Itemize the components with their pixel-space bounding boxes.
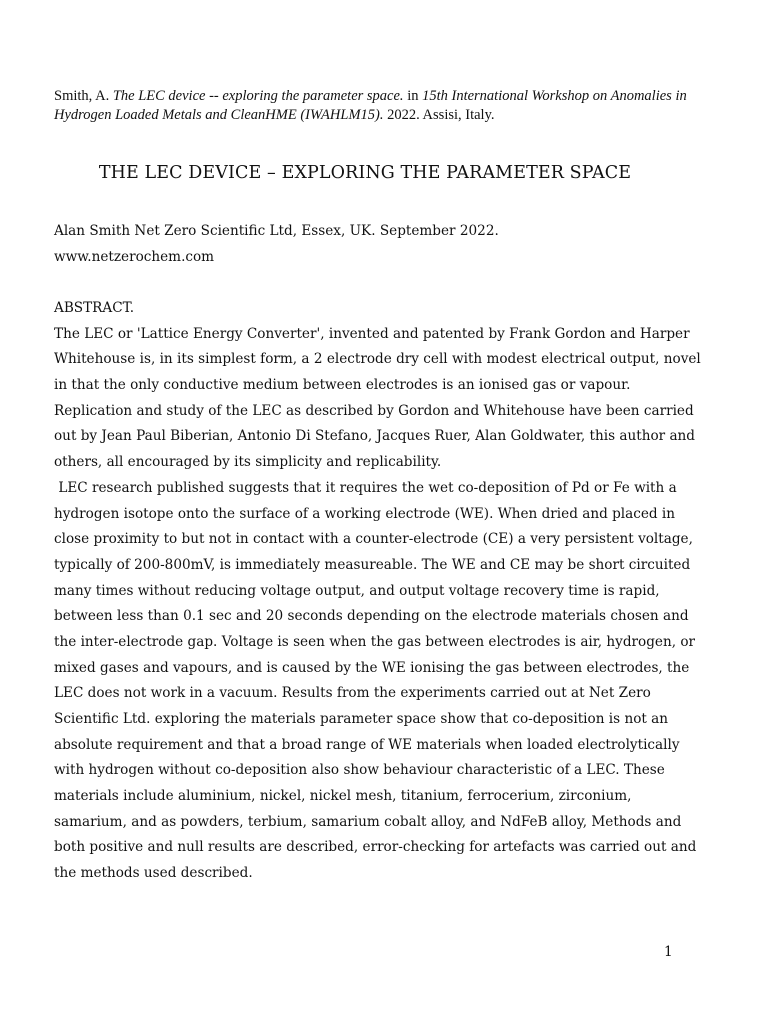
abstract-line: absolute requirement and that a broad range of WE materials when loaded electrolytically: [54, 736, 680, 753]
citation-in: in: [407, 88, 419, 104]
citation-year-place: 2022. Assisi, Italy.: [387, 107, 495, 123]
abstract-line: materials include aluminium, nickel, nickel mesh, titanium, ferrocerium, zirconium,: [54, 788, 632, 805]
abstract-section: [54, 296, 701, 887]
abstract-line: typically of 200-800mV, is immediately measureable. The WE and CE may be short circuited: [54, 556, 691, 573]
paper-title: THE LEC DEVICE – EXPLORING THE PARAMETER SPACE: [98, 163, 632, 183]
abstract-heading: ABSTRACT.: [54, 300, 135, 316]
abstract-line: Replication and study of the LEC as described by Gordon and Whitehouse have been carried: [54, 402, 694, 419]
website-line: www.netzerochem.com: [54, 248, 215, 265]
abstract-line: out by Jean Paul Biberian, Antonio Di Stefano, Jacques Ruer, Alan Goldwater, this author and: [54, 428, 696, 445]
abstract-line: the methods used described.: [54, 865, 253, 882]
citation-venue: 15th International Workshop on Anomalies in Hydrogen Loaded Metals and CleanHME (IWAHLM15).: [54, 88, 687, 123]
abstract-line: LEC does not work in a vacuum. Results from the experiments carried out at Net Zero: [54, 685, 651, 702]
abstract-line: Whitehouse is, in its simplest form, a 2 electrode dry cell with modest electrical output, novel: [54, 351, 701, 368]
abstract-line: Scientific Ltd. exploring the materials parameter space show that co-deposition is not an: [54, 711, 669, 727]
abstract-line: others, all encouraged by its simplicity and replicability.: [54, 454, 442, 471]
abstract-line: both positive and null results are described, error-checking for artefacts was carried out and: [54, 839, 697, 856]
abstract-line: mixed gases and vapours, and is caused by the WE ionising the gas between electrodes, the: [54, 659, 690, 676]
abstract-line: The LEC or 'Lattice Energy Converter', invented and patented by Frank Gordon and Harper: [54, 325, 690, 342]
abstract-line: many times without reducing voltage output, and output voltage recovery time is rapid,: [54, 582, 660, 599]
page-number: 1: [664, 944, 673, 960]
abstract-line: samarium, and as powders, terbium, samarium cobalt alloy, and NdFeB alloy, Methods and: [54, 813, 682, 830]
abstract-line: in that the only conductive medium between electrodes is an ionised gas or vapour.: [54, 377, 631, 394]
abstract-line: between less than 0.1 sec and 20 seconds depending on the electrode materials chosen and: [54, 608, 689, 625]
citation: [54, 87, 694, 125]
abstract-line: close proximity to but not in contact with a counter-electrode (CE) a very persistent voltage,: [54, 531, 693, 548]
abstract-line: the inter-electrode gap. Voltage is seen when the gas between electrodes is air, hydrogen, or: [54, 633, 696, 650]
abstract-line: hydrogen isotope onto the surface of a working electrode (WE). When dried and placed in: [54, 505, 676, 522]
author-block: [54, 219, 694, 270]
author-line: Alan Smith Net Zero Scientific Ltd, Essex, UK. September 2022.: [54, 223, 499, 239]
abstract-line: with hydrogen without co-deposition also show behaviour characteristic of a LEC. These: [54, 762, 665, 779]
abstract-line: LEC research published suggests that it requires the wet co-deposition of Pd or Fe with a: [54, 479, 677, 496]
citation-paper-title: The LEC device -- exploring the parameter space.: [112, 88, 404, 104]
citation-author: Smith, A.: [54, 88, 110, 104]
